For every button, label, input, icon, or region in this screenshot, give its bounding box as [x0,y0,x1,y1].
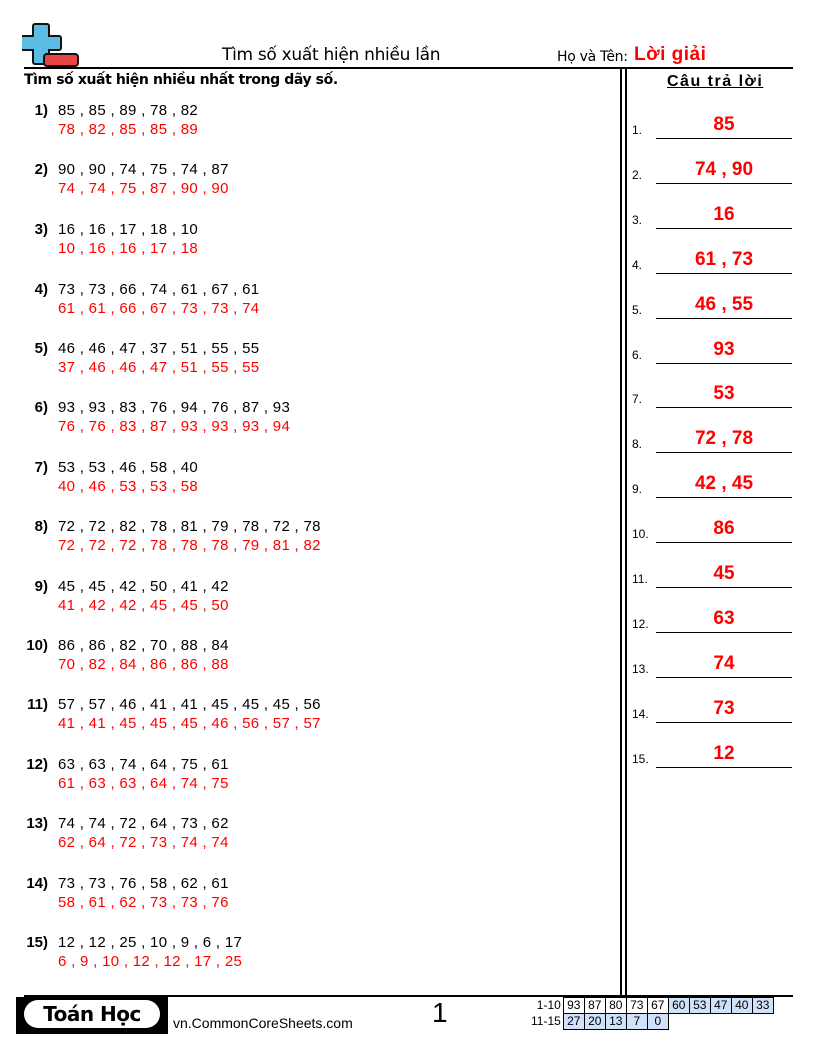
sorted-sequence: 40 , 46 , 53 , 53 , 58 [58,478,199,495]
answer-value: 73 [713,697,735,719]
score-cell: 67 [647,998,668,1014]
problem-sequence: 57 , 57 , 46 , 41 , 41 , 45 , 45 , 45 , 56 [58,696,321,713]
problem-number: 9) [34,578,48,595]
problem-number: 4) [34,281,48,298]
answer-line [656,363,792,364]
score-cell: 60 [668,998,689,1014]
problem-number: 11) [27,696,48,713]
answer-line [656,767,792,768]
problem-sequence: 73 , 73 , 76 , 58 , 62 , 61 [58,875,229,892]
header-divider [24,67,793,69]
problem-number: 3) [34,221,48,238]
problem-sequence: 74 , 74 , 72 , 64 , 73 , 62 [58,815,229,832]
answer-row [632,244,792,274]
answer-number: 15. [632,751,649,766]
score-cell: 80 [605,998,626,1014]
problem-number: 14) [26,875,48,892]
answer-row [632,154,792,184]
answer-row [632,738,792,768]
answer-value: 86 [713,518,735,540]
problem-sequence: 53 , 53 , 46 , 58 , 40 [58,459,199,476]
answer-value: 61 , 73 [694,248,754,270]
page-number: 1 [432,997,448,1028]
column-divider [620,69,622,996]
plus-minus-logo-icon [22,22,82,68]
answer-row [632,693,792,723]
answer-row [632,558,792,588]
answer-value: 93 [713,338,735,360]
problem-number: 6) [34,399,48,416]
answer-value: 72 , 78 [694,428,754,450]
sorted-sequence: 70 , 82 , 84 , 86 , 86 , 88 [58,656,229,673]
answer-line [656,632,792,633]
sorted-sequence: 6 , 9 , 10 , 12 , 12 , 17 , 25 [58,953,243,970]
answer-line [656,677,792,678]
score-cell: 53 [689,998,710,1014]
answer-row [632,423,792,453]
answer-line [656,497,792,498]
score-cell: 93 [563,998,584,1014]
answer-value: 74 , 90 [694,158,754,180]
score-cell: 27 [563,1014,584,1030]
answer-value: 85 [713,114,735,135]
answer-row [632,199,792,229]
score-cell: 87 [584,998,605,1014]
brand-label: Toán Học [24,1000,160,1028]
sorted-sequence: 61 , 61 , 66 , 67 , 73 , 73 , 74 [58,300,260,317]
answer-row [632,334,792,364]
answer-row [632,109,792,139]
sorted-sequence: 10 , 16 , 16 , 17 , 18 [58,240,199,257]
score-row [528,1014,773,1030]
answer-line [656,722,792,723]
answer-row [632,289,792,319]
sorted-sequence: 41 , 42 , 42 , 45 , 45 , 50 [58,597,229,614]
answer-number: 3. [632,212,643,227]
problem-sequence: 85 , 85 , 89 , 78 , 82 [58,102,199,119]
sorted-sequence: 72 , 72 , 72 , 78 , 78 , 78 , 79 , 81 , 82 [58,537,321,554]
answer-number: 6. [632,347,643,362]
answer-line [656,542,792,543]
answer-number: 11. [632,572,648,586]
answer-row [632,513,792,543]
answer-number: 14. [632,706,649,721]
score-cell: 40 [731,998,752,1014]
problem-sequence: 63 , 63 , 74 , 64 , 75 , 61 [58,756,229,773]
answer-number: 4. [632,257,643,272]
sorted-sequence: 58 , 61 , 62 , 73 , 73 , 76 [58,894,229,911]
problem-sequence: 73 , 73 , 66 , 74 , 61 , 67 , 61 [58,281,260,298]
answer-value: 53 [713,383,735,405]
problem-sequence: 93 , 93 , 83 , 76 , 94 , 76 , 87 , 93 [58,399,291,416]
problem-sequence: 16 , 16 , 17 , 18 , 10 [58,221,199,238]
problem-sequence: 45 , 45 , 42 , 50 , 41 , 42 [58,578,229,595]
score-cell: 13 [605,1014,626,1030]
answer-row [632,378,792,408]
name-label: Họ và Tên: [557,49,628,65]
problem-number: 15) [26,934,48,951]
sorted-sequence: 78 , 82 , 85 , 85 , 89 [58,121,199,138]
answer-line [656,138,792,139]
answer-value: 16 [713,203,735,225]
answer-number: 2. [632,167,643,182]
answer-row [632,648,792,678]
answer-line [656,452,792,453]
problem-number: 7) [34,459,48,476]
problem-number: 13) [26,815,48,832]
worksheet-title: Tìm số xuất hiện nhiều lần [222,45,441,65]
answer-number: 1. [632,123,643,137]
problem-number: 12) [26,756,48,773]
instructions: Tìm số xuất hiện nhiều nhất trong dãy số. [24,72,338,88]
score-row [528,998,773,1014]
problem-sequence: 46 , 46 , 47 , 37 , 51 , 55 , 55 [58,340,260,357]
score-cell: 0 [647,1014,668,1030]
answer-number: 12. [632,616,649,631]
problem-sequence: 12 , 12 , 25 , 10 , 9 , 6 , 17 [58,934,243,951]
sorted-sequence: 37 , 46 , 46 , 47 , 51 , 55 , 55 [58,359,260,376]
answer-value: 74 [713,652,735,674]
brand-badge [16,997,168,1034]
score-cell: 73 [626,998,647,1014]
answer-line [656,318,792,319]
score-cell: 33 [752,998,773,1014]
answer-line [656,407,792,408]
sorted-sequence: 61 , 63 , 63 , 64 , 74 , 75 [58,775,229,792]
answer-value: 63 [713,607,735,629]
column-divider [625,69,627,996]
score-range-label: 1-10 [536,998,561,1012]
site-url: vn.CommonCoreSheets.com [173,1015,353,1031]
sorted-sequence: 74 , 74 , 75 , 87 , 90 , 90 [58,180,229,197]
answer-line [656,273,792,274]
problem-sequence: 72 , 72 , 82 , 78 , 81 , 79 , 78 , 72 , 78 [58,518,321,535]
sorted-sequence: 41 , 41 , 45 , 45 , 45 , 46 , 56 , 57 , 57 [58,715,321,732]
answer-row [632,468,792,498]
problem-sequence: 90 , 90 , 74 , 75 , 74 , 87 [58,161,229,178]
answer-row [632,603,792,633]
problem-number: 2) [34,161,48,178]
answer-number: 10. [632,527,649,542]
sorted-sequence: 62 , 64 , 72 , 73 , 74 , 74 [58,834,229,851]
problem-number: 10) [26,637,48,654]
score-cell: 47 [710,998,731,1014]
score-range-label: 11-15 [531,1014,561,1028]
answer-number: 5. [632,302,643,317]
name-value: Lời giải [634,44,707,65]
score-cell: 20 [584,1014,605,1030]
answer-value: 12 [713,742,735,764]
problem-number: 1) [34,102,48,119]
answer-line [656,587,792,588]
score-table [528,997,774,1030]
answer-number: 7. [632,392,643,407]
score-cell: 7 [626,1014,647,1030]
answer-value: 45 [713,563,735,584]
answer-number: 9. [632,482,643,497]
answers-title: Câu trả lời [667,73,764,90]
answer-value: 46 , 55 [694,293,754,315]
problem-number: 8) [34,518,48,535]
problem-sequence: 86 , 86 , 82 , 70 , 88 , 84 [58,637,229,654]
answer-value: 42 , 45 [694,473,754,495]
problem-number: 5) [34,340,48,357]
answer-number: 8. [632,437,643,452]
answer-line [656,228,792,229]
answer-line [656,183,792,184]
answer-number: 13. [632,661,649,676]
sorted-sequence: 76 , 76 , 83 , 87 , 93 , 93 , 93 , 94 [58,418,291,435]
